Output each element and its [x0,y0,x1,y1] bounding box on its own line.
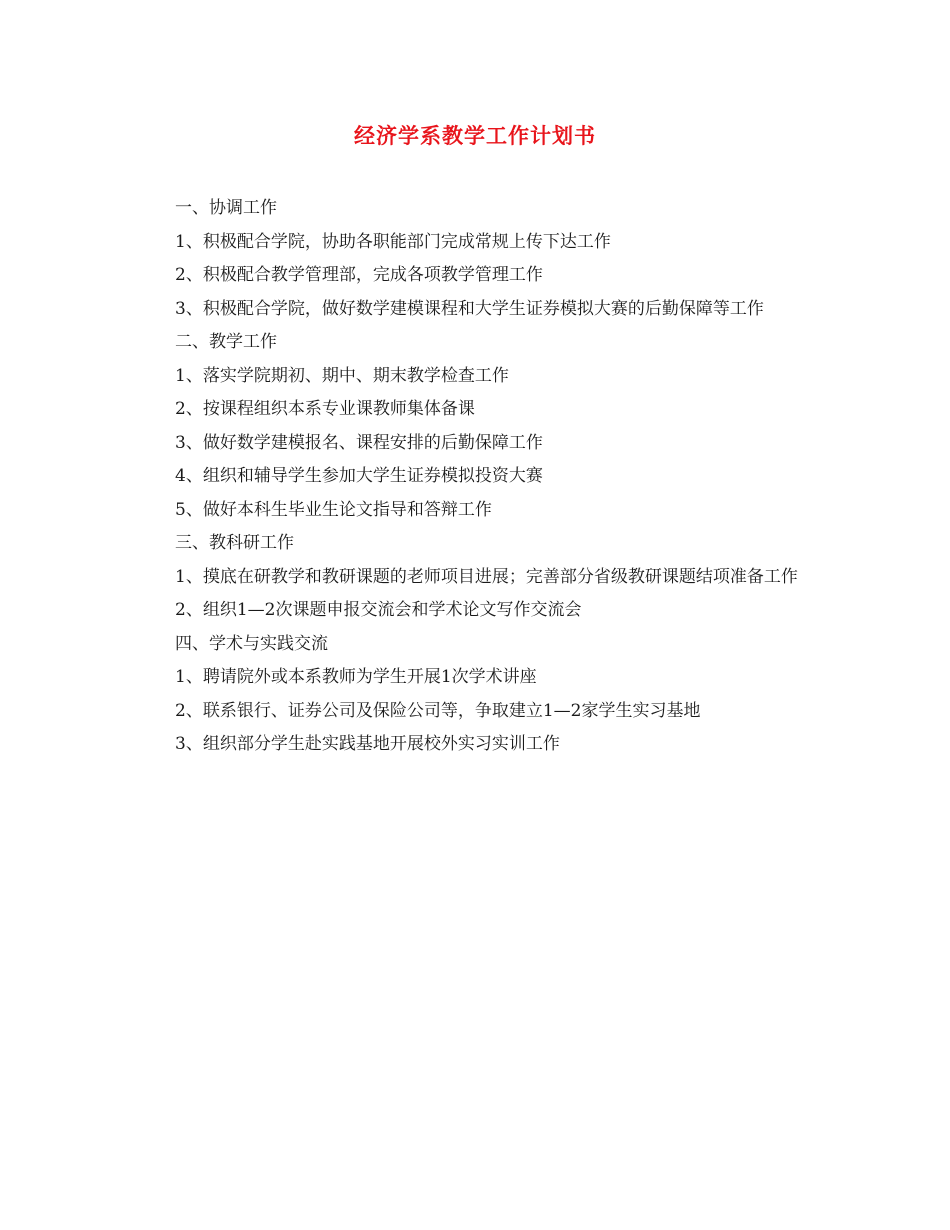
list-item: 1、聘请院外或本系教师为学生开展1次学术讲座 [175,667,537,687]
list-item: 3、组织部分学生赴实践基地开展校外实习实训工作 [175,734,560,754]
section-heading-exchange: 四、学术与实践交流 [175,633,328,654]
list-item: 1、积极配合学院，协助各职能部门完成常规上传下达工作 [175,231,611,252]
list-item: 3、做好数学建模报名、课程安排的后勤保障工作 [175,432,543,453]
list-item: 3、积极配合学院，做好数学建模课程和大学生证券模拟大赛的后勤保障等工作 [175,298,764,319]
list-item: 2、积极配合教学管理部，完成各项教学管理工作 [175,265,543,285]
list-item: 5、做好本科生毕业生论文指导和答辩工作 [175,499,492,520]
list-item: 1、落实学院期初、期中、期末教学检查工作 [175,365,509,386]
section-heading-research: 三、教科研工作 [175,533,294,553]
document-title: 经济学系教学工作计划书 [354,123,596,148]
list-item: 4、组织和辅导学生参加大学生证券模拟投资大赛 [175,466,543,486]
section-heading-teaching: 二、教学工作 [175,332,277,352]
list-item: 2、按课程组织本系专业课教师集体备课 [175,399,475,419]
list-item: 2、组织1—2次课题申报交流会和学术论文写作交流会 [175,600,582,620]
section-heading-coordination: 一、协调工作 [175,198,277,218]
list-item: 1、摸底在研教学和教研课题的老师项目进展；完善部分省级教研课题结项准备工作 [175,566,798,587]
list-item: 2、联系银行、证券公司及保险公司等，争取建立1—2家学生实习基地 [175,700,701,721]
document-body [141,192,813,762]
